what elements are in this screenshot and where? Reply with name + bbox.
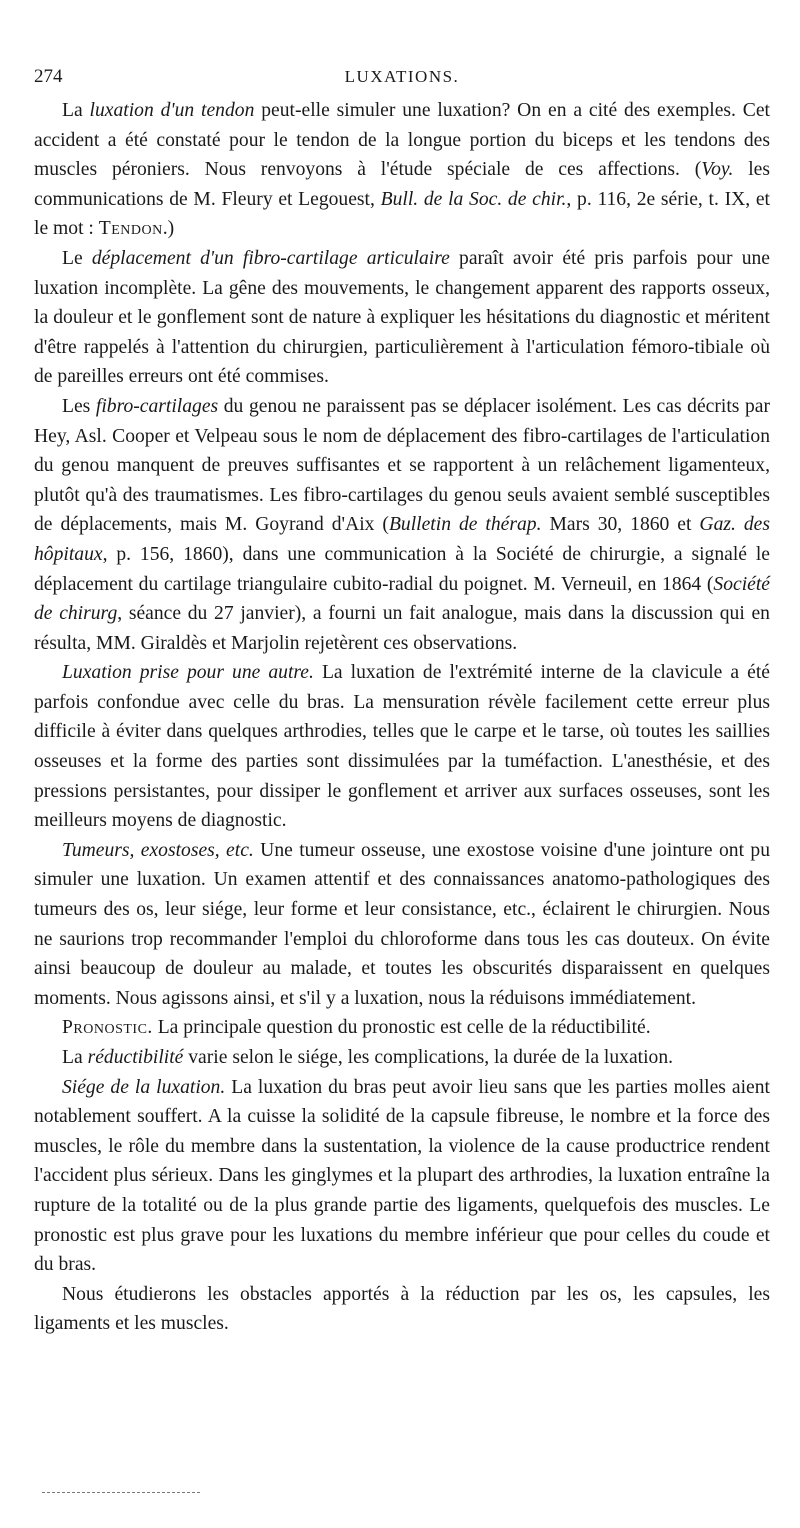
italic-text: réductibilité [87, 1047, 184, 1068]
text-run: , séance du 27 janvier), a fourni un fait analogue, mais dans la discussion qui en résulta, MM. Giraldès et Marjolin rejetèrent ces observations. [34, 603, 770, 654]
text-run: paraît avoir été pris parfois pour une luxation incomplète. La gêne des mouvements, le changement apparent des rapports osseux, la douleur et le gonflement sont de nature à expliquer les hésitations du diagnostic et méritent d'être rappelés à l'attention du chirurgien, particulièrement à l'articulation fémoro-tibiale où de pareilles erreurs ont été commises. [34, 247, 770, 388]
text-run: Le [62, 247, 92, 269]
text-run: , p. 116, 2e série, t. IX, et le mot : [34, 188, 770, 240]
paragraph [34, 1280, 770, 1339]
small-caps-text: Tendon [98, 218, 163, 240]
footer-rule [42, 1492, 200, 1493]
italic-text: Gaz. des hôpitaux [34, 514, 770, 565]
text-run: les communications de M. Fleury et Legouest, [34, 159, 770, 210]
text-run: , p. 156, 1860), dans une communication à la Société de chirurgie, a signalé le déplacement du cartilage triangulaire cubito-radial du poignet. M. Verneuil, en 1864 ( [34, 543, 770, 595]
small-caps-text: Pronostic. [62, 1017, 153, 1039]
italic-text: Tumeurs, exostoses, etc. [62, 839, 254, 861]
paragraph [34, 1013, 770, 1043]
text-run: Nous étudierons les obstacles apportés à la réduction par les os, les capsules, les ligaments et les muscles. [34, 1283, 770, 1335]
paragraph [34, 1073, 770, 1280]
paragraph [34, 96, 770, 244]
text-run: .) [162, 218, 175, 240]
page-number: 274 [34, 66, 63, 87]
text-run: La luxation de l'extrémité interne de la clavicule a été parfois confondue avec celle du bras. La mensuration révèle facilement cette erreur plus difficile à éviter dans quelques arthrodies, telles que le carpe et le tarse, où toutes les saillies osseuses et la forme des parties sont dissimulées par la tuméfaction. L'anesthésie, et des pressions persistantes, pour dissiper le gonflement et arriver aux surfaces osseuses, sont les meilleurs moyens de diagnostic. [34, 662, 770, 832]
italic-text: luxation d'un tendon [89, 100, 255, 121]
text-run: Les [62, 395, 96, 417]
text-run: Mars 30, 1860 et [541, 514, 700, 536]
text-run: du genou ne paraissent pas se déplacer isolément. Les cas décrits par Hey, Asl. Cooper et Velpeau sous le nom de déplacement des fibro-cartilages de l'articulation du genou manquent de preuves suffisantes et se rapportent à un relâchement ligamenteux, plutôt qu'à des traumatismes. Les fibro-cartilages du genou seuls avaient semblé susceptibles de déplacements, mais M. Goyrand d'Aix ( [34, 395, 770, 536]
italic-text: déplacement d'un fibro-cartilage articulaire [91, 247, 450, 269]
document-page [34, 62, 770, 1339]
italic-text: Bulletin de thérap. [388, 514, 542, 536]
text-run: La [62, 1047, 88, 1068]
paragraph [34, 658, 770, 836]
text-run: La [62, 100, 90, 121]
italic-text: Luxation prise pour une autre. [62, 662, 314, 684]
running-title: LUXATIONS. [344, 67, 460, 86]
paragraph [34, 836, 770, 1014]
paragraph [34, 392, 770, 658]
text-run: Une tumeur osseuse, une exostose voisine d'une jointure ont pu simuler une luxation. Un examen attentif et des connaissances anatomo-pathologiques des tumeurs des os, leur siége, leur forme et leur consistance, etc., éclairent le chirurgien. Nous ne saurions trop recommander l'emploi du chloroforme dans tous les cas douteux. On évite ainsi beaucoup de douleur au malade, et toutes les obscurités disparaissent en quelques moments. Nous agissons ainsi, et s'il y a luxation, nous la réduisons immédiatement. [34, 839, 770, 1009]
italic-text: Bull. de la Soc. de chir. [380, 188, 567, 210]
italic-text: Siége de la luxation. [62, 1076, 226, 1098]
paragraph [34, 1043, 770, 1073]
text-run: La principale question du pronostic est celle de la réductibilité. [152, 1017, 651, 1039]
italic-text: fibro-cartilages [95, 395, 219, 417]
body-text [34, 96, 770, 1339]
italic-text: Société de chirurg [34, 573, 770, 625]
text-run: varie selon le siége, les complications, la durée de la luxation. [183, 1047, 674, 1068]
page-header [34, 62, 770, 92]
paragraph [34, 244, 770, 392]
italic-text: Voy. [701, 159, 734, 181]
text-run: peut-elle simuler une luxation? On en a cité des exemples. Cet accident a été constaté pour le tendon de la longue portion du biceps et les tendons des muscles péroniers. Nous renvoyons à l'étude spéciale de ces affections. ( [34, 100, 770, 181]
text-run: La luxation du bras peut avoir lieu sans que les parties molles aient notablement souffert. A la cuisse la solidité de la capsule fibreuse, le nombre et la force des muscles, le rôle du membre dans la sustentation, la violence de la cause productrice rendent l'accident plus sérieux. Dans les ginglymes et la plupart des arthrodies, la luxation entraîne la rupture de la totalité ou de la plus grande partie des ligaments, quelquefois des muscles. Le pronostic est plus grave pour les luxations du membre inférieur que pour celles du coude et du bras. [34, 1076, 770, 1276]
